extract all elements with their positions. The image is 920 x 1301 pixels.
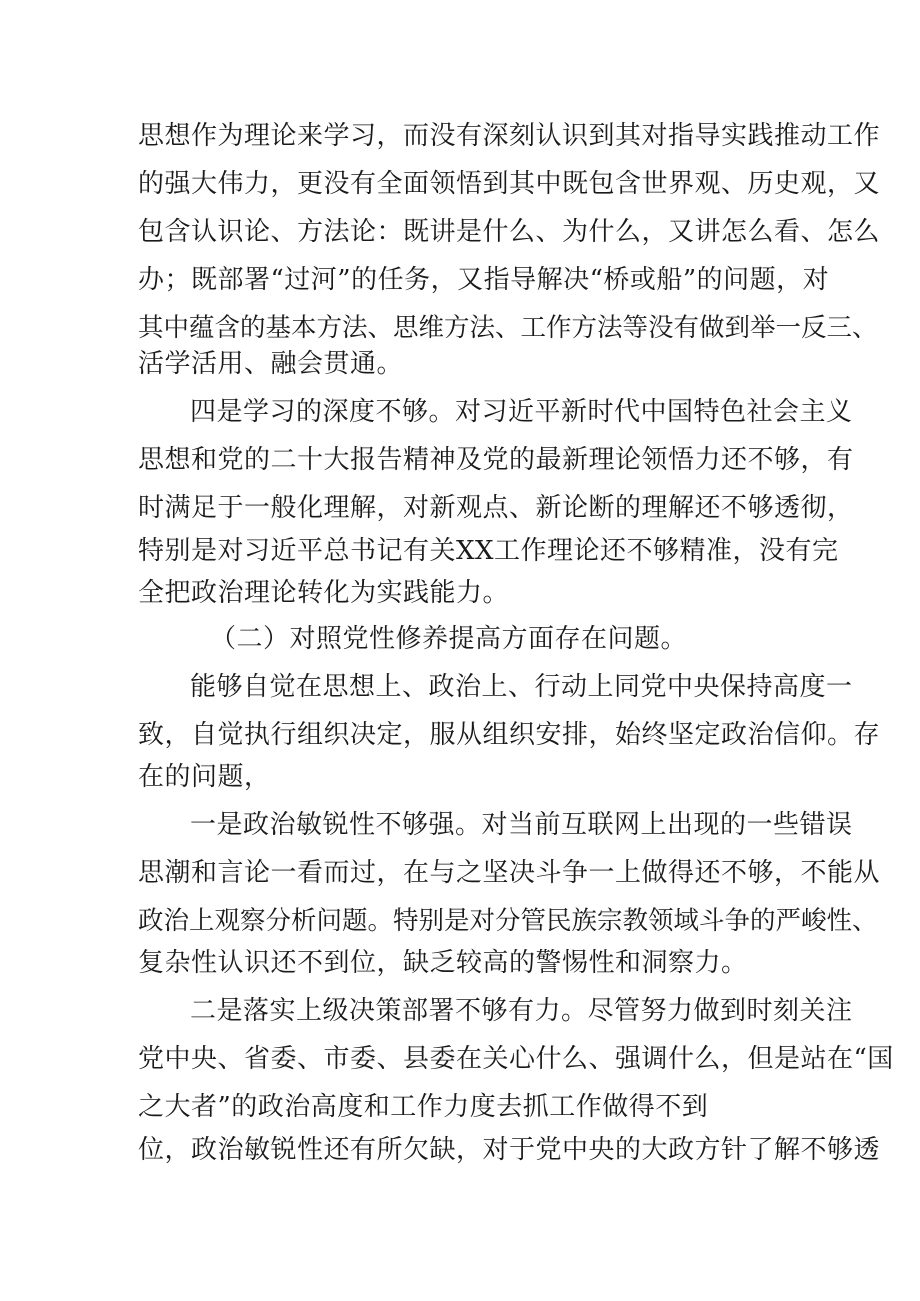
text-line: 特别是对习近平总书记有关XX工作理论还不够精准，没有完 <box>138 536 839 566</box>
text-line: 全把政治理论转化为实践能力。 <box>138 578 510 608</box>
section-heading: （二）对照党性修养提高方面存在问题。 <box>210 624 688 654</box>
text-line: 位，政治敏锐性还有所欠缺，对于党中央的大政方针了解不够透 <box>138 1135 881 1165</box>
text-line: 思想和党的二十大报告精神及党的最新理论领悟力还不够，有 <box>138 445 854 475</box>
text-line: 活学活用、融会贯通。 <box>138 349 404 379</box>
paragraph-heading-one: 一是政治敏锐性不够强。对当前互联网上出现的一些错误 <box>190 810 853 840</box>
text-line: 能够自觉在思想上、政治上、行动上同党中央保持高度一 <box>190 672 853 702</box>
paragraph-heading-four: 四是学习的深度不够。对习近平新时代中国特色社会主义 <box>190 397 853 427</box>
text-line: 复杂性认识还不到位，缺乏较高的警惕性和洞察力。 <box>138 948 748 978</box>
text-line: 在的问题， <box>138 762 271 792</box>
text-line: 之大者”的政治高度和工作力度去抓工作做得不到 <box>138 1092 709 1122</box>
text-line: 致，自觉执行组织决定，服从组织安排，始终坚定政治信仰。存 <box>138 720 881 750</box>
text-line: 时满足于一般化理解，对新观点、新论断的理解还不够透彻， <box>138 493 854 523</box>
text-line: 包含认识论、方法论：既讲是什么、为什么，又讲怎么看、怎么 <box>138 217 881 247</box>
paragraph-heading-two: 二是落实上级决策部署不够有力。尽管努力做到时刻关注 <box>190 996 853 1026</box>
text-line: 思想作为理论来学习，而没有深刻认识到其对指导实践推动工作 <box>138 121 881 151</box>
text-line: 思潮和言论一看而过，在与之坚决斗争一上做得还不够，不能从 <box>138 858 881 888</box>
text-line: 的强大伟力，更没有全面领悟到其中既包含世界观、历史观，又 <box>138 169 881 199</box>
text-line: 党中央、省委、市委、县委在关心什么、强调什么，但是站在“国 <box>138 1044 894 1074</box>
text-line: 其中蕴含的基本方法、思维方法、工作方法等没有做到举一反三、 <box>138 313 878 343</box>
text-line: 办；既部署“过河”的任务，又指导解决“桥或船”的问题，对 <box>138 265 830 295</box>
text-line: 政治上观察分析问题。特别是对分管民族宗教领域斗争的严峻性、 <box>138 906 878 936</box>
